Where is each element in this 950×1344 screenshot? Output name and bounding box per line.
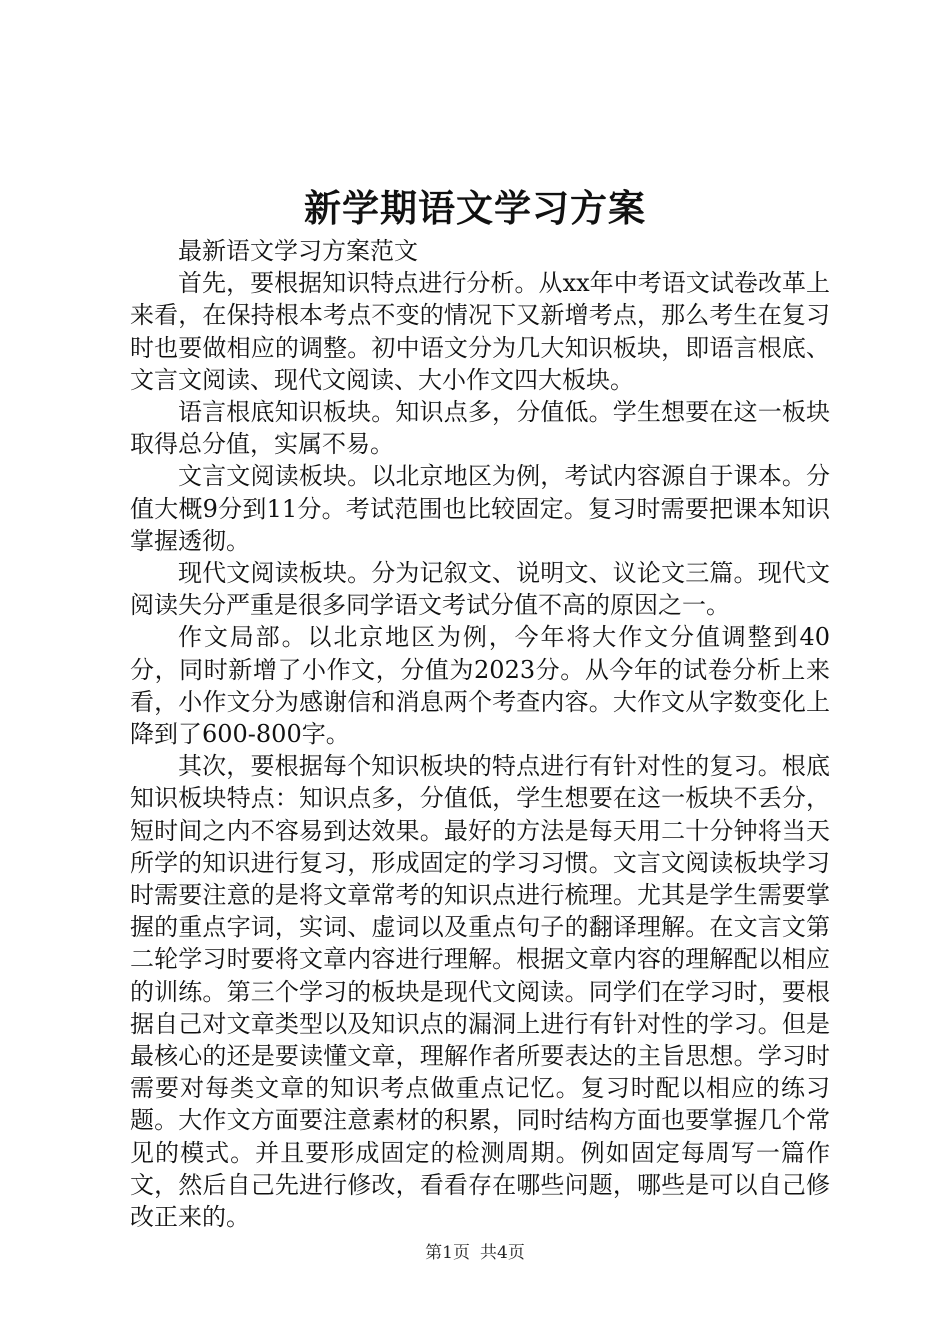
body-paragraph: 作文局部。以北京地区为例，今年将大作文分值调整到40分，同时新增了小作文，分值为2023分。从今年的试卷分析上来看，小作文分为感谢信和消息两个考查内容。大作文从字数变化上降到了600-800字。 [130,623,830,749]
body-paragraph: 其次，要根据每个知识板块的特点进行有针对性的复习。根底知识板块特点：知识点多，分值低，学生想要在这一板块不丢分，短时间之内不容易到达效果。最好的方法是每天用二十分钟将当天所学的知识进行复习，形成固定的学习习惯。文言文阅读板块学习时需要注意的是将文章常考的知识点进行梳理。尤其是学生需要掌握的重点字词，实词、虚词以及重点句子的翻译理解。在文言文第二轮学习时要将文章内容进行理解。根据文章内容的理解配以相应的训练。第三个学习的板块是现代文阅读。同学们在学习时，要根据自己对文章类型以及知识点的漏洞上进行有针对性的学习。但是最核心的还是要读懂文章，理解作者所要表达的主旨思想。学习时需要对每类文章的知识考点做重点记忆。复习时配以相应的练习题。大作文方面要注意素材的积累，同时结构方面也要掌握几个常见的模式。并且要形成固定的检测周期。例如固定每周写一篇作文，然后自己先进行修改，看看存在哪些问题，哪些是可以自己修改正来的。 [130,752,830,1232]
page-footer [0,1241,950,1265]
subtitle-paragraph: 最新语文学习方案范文 [178,237,418,265]
body-paragraph: 文言文阅读板块。以北京地区为例，考试内容源自于课本。分值大概9分到11分。考试范围也比较固定。复习时需要把课本知识掌握透彻。 [130,462,830,555]
body-paragraph: 首先，要根据知识特点进行分析。从xx年中考语文试卷改革上来看，在保持根本考点不变的情况下又新增考点，那么考生在复习时也要做相应的调整。初中语文分为几大知识板块，即语言根底、文言文阅读、现代文阅读、大小作文四大板块。 [130,269,830,394]
document-body [130,235,830,1233]
body-paragraph: 语言根底知识板块。知识点多，分值低。学生想要在这一板块取得总分值，实属不易。 [130,398,830,459]
body-paragraph: 现代文阅读板块。分为记叙文、说明文、议论文三篇。现代文阅读失分严重是很多同学语文考试分值不高的原因之一。 [130,559,830,620]
page-title: 新学期语文学习方案 [304,186,646,230]
page-total: 共4页 [480,1243,525,1263]
page-number: 第1页 [425,1243,470,1263]
